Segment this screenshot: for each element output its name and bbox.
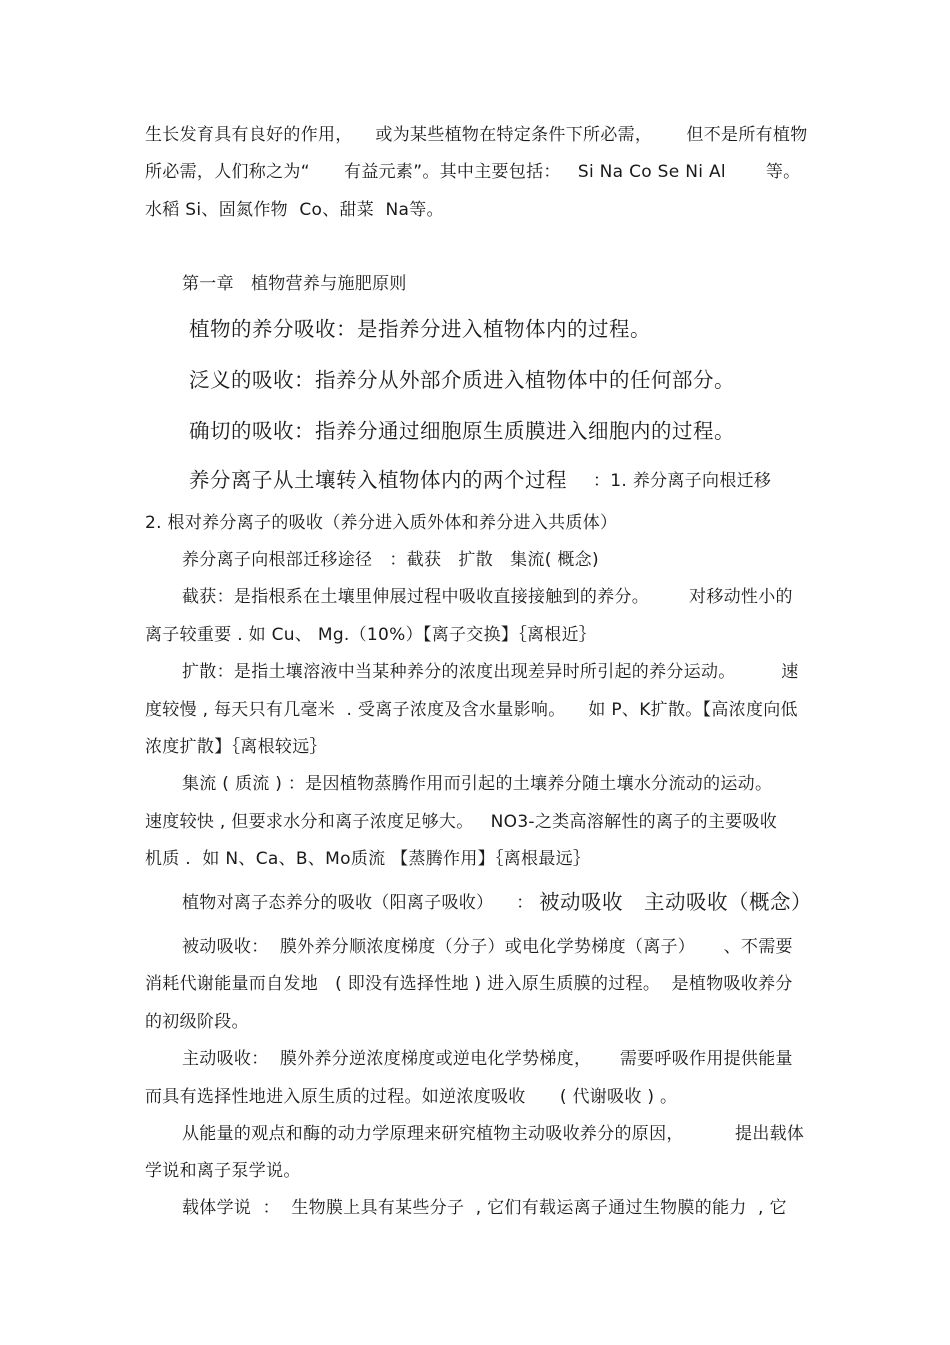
text-line: 度较慢 , 每天只有几毫米 . 受离子浓度及含水量影响。 如 P、K扩散。【高浓度向低 bbox=[145, 700, 798, 720]
text-line: 速度较快 , 但要求水分和离子浓度足够大。 NO3-之类高溶解性的离子的主要吸收 bbox=[145, 812, 778, 832]
text-line: 2. 根对养分离子的吸收（养分进入质外体和养分进入共质体） bbox=[145, 513, 618, 533]
text-line: 消耗代谢能量而自发地 ( 即没有选择性地 ) 进入原生质膜的过程。 是植物吸收养分 bbox=[145, 974, 793, 994]
text-line: 植物的养分吸收：是指养分进入植物体内的过程。 bbox=[189, 317, 651, 341]
text-line: 被动吸收 主动吸收（概念） bbox=[539, 890, 813, 914]
text-line: 主动吸收： 膜外养分逆浓度梯度或逆电化学势梯度， 需要呼吸作用提供能量 bbox=[182, 1049, 793, 1069]
text-line: 浓度扩散】｛离根较远｝ bbox=[145, 737, 327, 757]
text-line: 集流 ( 质流 ) ：是因植物蒸腾作用而引起的土壤养分随土壤水分流动的运动。 bbox=[182, 774, 773, 794]
text-line: 截获：是指根系在土壤里伸展过程中吸收直接接触到的养分。 对移动性小的 bbox=[182, 587, 793, 607]
text-line: 养分离子从土壤转入植物体内的两个过程 bbox=[189, 468, 567, 492]
text-line: 学说和离子泵学说。 bbox=[145, 1161, 301, 1181]
text-line: 从能量的观点和酶的动力学原理来研究植物主动吸收养分的原因， 提出载体 bbox=[182, 1124, 805, 1144]
text-line: 确切的吸收：指养分通过细胞原生质膜进入细胞内的过程。 bbox=[189, 419, 735, 443]
text-line: 生长发育具有良好的作用， 或为某些植物在特定条件下所必需， 但不是所有植物 bbox=[145, 125, 808, 145]
chapter-heading: 第一章 植物营养与施肥原则 bbox=[182, 274, 407, 294]
text-line: 所必需，人们称之为“ 有益元素”。其中主要包括： Si Na Co Se Ni Al 等。 bbox=[145, 162, 801, 182]
text-line: ：1. 养分离子向根迁移 bbox=[593, 471, 772, 491]
text-line: 而具有选择性地进入原生质的过程。如逆浓度吸收 ( 代谢吸收 ) 。 bbox=[145, 1087, 678, 1107]
text-line: 养分离子向根部迁移途径 ：截获 扩散 集流( 概念) bbox=[182, 550, 599, 570]
text-line: 的初级阶段。 bbox=[145, 1012, 249, 1032]
text-line: 植物对离子态养分的吸收（阳离子吸收） ： bbox=[182, 893, 534, 913]
text-line: 水稻 Si、固氮作物 Co、甜菜 Na等。 bbox=[145, 200, 444, 220]
text-line: 离子较重要 . 如 Cu、 Mg.（10%）【离子交换】｛离根近｝ bbox=[145, 625, 597, 645]
text-line: 被动吸收： 膜外养分顺浓度梯度（分子）或电化学势梯度（离子） 、不需要 bbox=[182, 937, 793, 957]
text-line: 载体学说 ： 生物膜上具有某些分子 , 它们有载运离子通过生物膜的能力 , 它 bbox=[182, 1198, 787, 1218]
text-line: 泛义的吸收：指养分从外部介质进入植物体中的任何部分。 bbox=[189, 368, 735, 392]
text-line: 扩散：是指土壤溶液中当某种养分的浓度出现差异时所引起的养分运动。 速 bbox=[182, 662, 799, 682]
text-line: 机质 . 如 N、Ca、B、Mo质流 【蒸腾作用】｛离根最远｝ bbox=[145, 849, 591, 869]
